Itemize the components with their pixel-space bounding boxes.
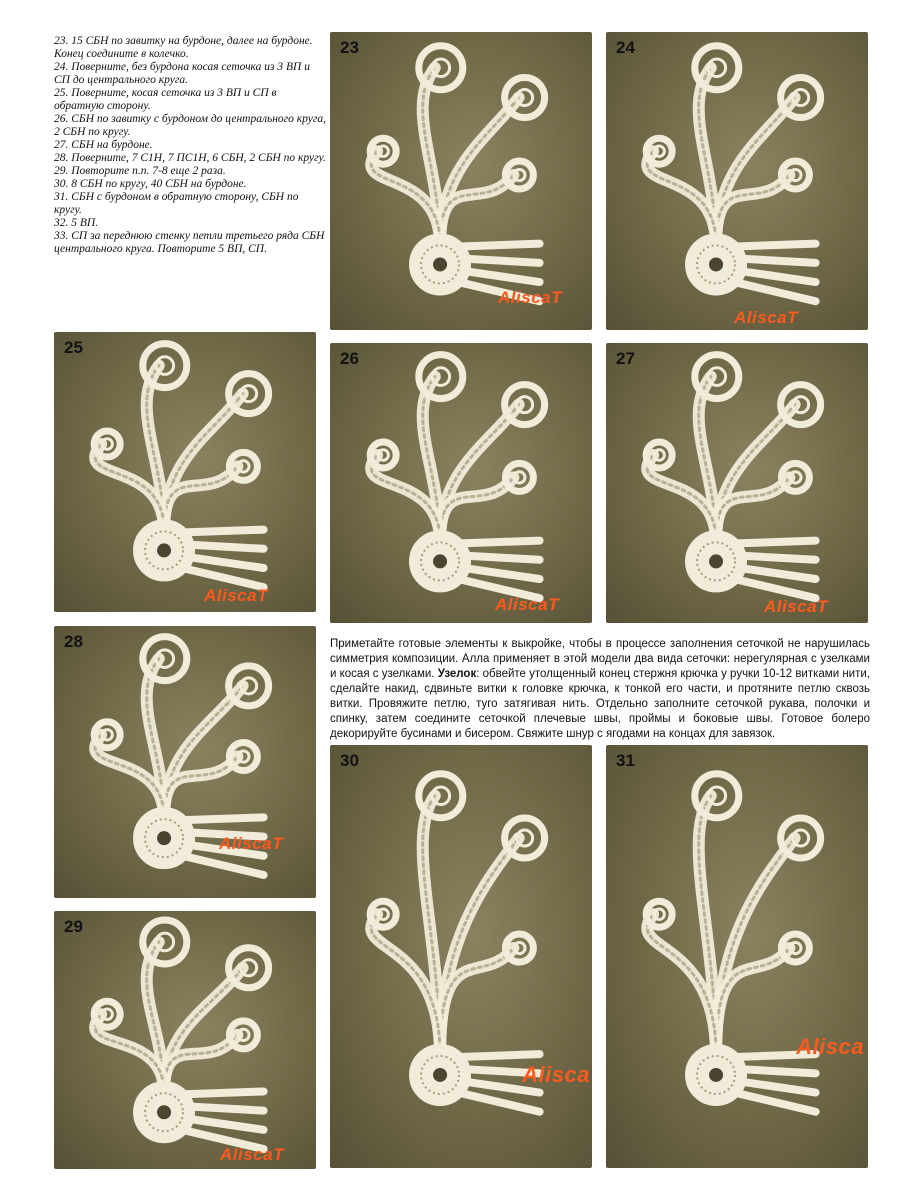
lace-motif-image xyxy=(606,32,868,330)
watermark: AliscaT xyxy=(495,595,559,614)
watermark: AliscaT xyxy=(204,586,268,605)
instructions-text: : обвейте утолщенный конец стержня крючка у ручки 10-12 витками нити, сделайте накид, сдвиньте витки к головке крючка, к тонкой его части, и протяните петлю сквозь витки. Провяжите петлю, туго затягивая нить. Отдельно заполните сеточкой рукава, полочки и спинку, затем соедините сеточкой плечевые швы, проймы и боковые швы. Готовое болеро декорируйте бусинами и бисером. Свяжите шнур с ягодами на концах для завязок. xyxy=(330,668,870,740)
photo-step-29 xyxy=(54,911,316,1169)
photo-number: 24 xyxy=(616,38,635,57)
lace-motif-image xyxy=(54,332,316,612)
photo-step-25 xyxy=(54,332,316,612)
watermark: Alisca xyxy=(522,1062,590,1087)
watermark: AliscaT xyxy=(219,834,283,853)
step-item: 30. 8 СБН по кругу, 40 СБН на бурдоне. xyxy=(54,178,247,190)
lace-motif-image xyxy=(330,343,592,623)
step-item: 31. СБН с бурдоном в обратную сторону, СБН по кругу. xyxy=(54,191,299,216)
step-item: 33. СП за переднюю стенку петли третьего ряда СБН центрального круга. Повторите 5 ВП, СП. xyxy=(54,230,325,255)
photo-number: 26 xyxy=(340,349,359,368)
instructions-text: Приметайте готовые элементы к выкройке, чтобы в процессе заполнения сеточкой не нарушилась симметрия композиции. Алла применяет в этой модели два вида сеточки: нерегулярная с узелками и косая с узелками. xyxy=(330,638,870,680)
photo-number: 31 xyxy=(616,751,635,770)
photo-step-24 xyxy=(606,32,868,330)
step-item: 25. Поверните, косая сеточка из 3 ВП и СП в обратную сторону. xyxy=(54,87,277,112)
watermark: AliscaT xyxy=(220,1145,284,1164)
photo-step-23 xyxy=(330,32,592,330)
photo-number: 23 xyxy=(340,38,359,57)
watermark: AliscaT xyxy=(734,308,798,327)
step-item: 27. СБН на бурдоне. xyxy=(54,139,153,151)
lace-motif-image xyxy=(330,745,592,1168)
step-item: 24. Поверните, без бурдона косая сеточка из 3 ВП и СП до центрального круга. xyxy=(54,61,310,86)
photo-step-30 xyxy=(330,745,592,1168)
step-list xyxy=(54,35,326,256)
step-item: 29. Повторите п.п. 7-8 еще 2 раза. xyxy=(54,165,226,177)
photo-step-26 xyxy=(330,343,592,623)
instructions-paragraph xyxy=(330,637,870,742)
lace-motif-image xyxy=(330,32,592,330)
photo-step-27 xyxy=(606,343,868,623)
step-item: 28. Поверните, 7 С1Н, 7 ПС1Н, 6 СБН, 2 СБН по кругу. xyxy=(54,152,326,164)
step-item: 26. СБН по завитку с бурдоном до центрального круга, 2 СБН по кругу. xyxy=(54,113,326,138)
photo-number: 25 xyxy=(64,338,83,357)
watermark: Alisca xyxy=(796,1034,864,1059)
lace-motif-image xyxy=(54,626,316,898)
lace-motif-image xyxy=(606,343,868,623)
photo-number: 29 xyxy=(64,917,83,936)
watermark: AliscaT xyxy=(498,288,562,307)
photo-number: 27 xyxy=(616,349,635,368)
photo-number: 30 xyxy=(340,751,359,770)
lace-motif-image xyxy=(606,745,868,1168)
lace-motif-image xyxy=(54,911,316,1169)
instructions-term: Узелок xyxy=(437,668,477,680)
photo-step-28 xyxy=(54,626,316,898)
photo-step-31 xyxy=(606,745,868,1168)
watermark: AliscaT xyxy=(764,597,828,616)
photo-number: 28 xyxy=(64,632,83,651)
step-item: 23. 15 СБН по завитку на бурдоне, далее на бурдоне. Конец соедините в колечко. xyxy=(54,35,313,60)
step-item: 32. 5 ВП. xyxy=(54,217,99,229)
